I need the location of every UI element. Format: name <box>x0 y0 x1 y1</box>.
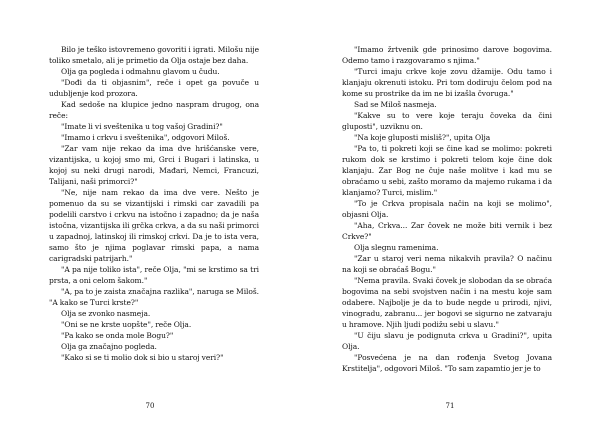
paragraph: "Nema pravila. Svaki čovek je slobodan da se obraća bogovima na sebi svojstven način i na mestu koje sam odabere. Najbolje je da to bude negde u prirodi, njivi, vinogradu, zabranu... jer bogovi se sigurno ne zatvaraju u hramove. Njih ljudi podižu sebi u slavu." <box>342 276 552 329</box>
paragraph: "Oni se ne krste uopšte", reče Olja. <box>61 320 192 329</box>
paragraph: "A pa nije toliko ista", reče Olja, "mi se krstimo sa tri prsta, a oni celom šakom." <box>49 265 259 285</box>
left-page-text <box>49 44 259 363</box>
paragraph: "Imate li vi sveštenika u tog vašoj Gradini?" <box>61 122 223 131</box>
paragraph: "Zar u staroj veri nema nikakvih pravila? O načinu na koji se obraćaš Bogu." <box>342 254 552 274</box>
paragraph: "Pa kako se onda mole Bogu?" <box>61 331 174 340</box>
paragraph: Sad se Miloš nasmeja. <box>354 100 437 109</box>
paragraph: "Pa to, ti pokreti koji se čine kad se molimo: pokreti rukom dok se krstimo i pokreti telom koje čine dok klanjaju. Zar Bog ne čuje naše molitve i kad mu se obraćamo u sebi, zašto moramo da majemo rukama i da klanjamo? Turci, mislim." <box>342 144 552 197</box>
paragraph: "Imamo žrtvenik gde prinosimo darove bogovima. Odemo tamo i razgovaramo s njima." <box>342 45 552 65</box>
paragraph: "Posvećena je na dan rođenja Svetog Jovana Krstitelja", odgovori Miloš. "To sam zapamtio jer je to <box>342 353 552 373</box>
paragraph: "To je Crkva propisala način na koji se molimo", objasni Olja. <box>342 199 552 219</box>
paragraph: "Turci imaju crkve koje zovu džamije. Odu tamo i klanjaju okrenuti istoku. Pri tom dodiruju čelom pod na kome su prostrike da im ne bi izašla čvoruga." <box>342 67 552 98</box>
right-page-text <box>342 44 552 374</box>
paragraph: Olja se zvonko nasmeja. <box>61 309 151 318</box>
paragraph: Kad sedoše na klupice jedno naspram drugog, ona reče: <box>49 100 259 120</box>
paragraph: "Zar vam nije rekao da ima dve hrišćanske vere, vizantijska, u kojoj smo mi, Grci i Bugari i latinska, u kojoj su neki drugi narodi, Mađari, Nemci, Francuzi, Talijani, naši primorci?" <box>49 144 259 186</box>
paragraph: Bilo je teško istovremeno govoriti i igrati. Milošu nije toliko smetalo, ali je primetio da Olja ostaje bez daha. <box>49 45 259 65</box>
paragraph: "Aha, Crkva... Zar čovek ne može biti vernik i bez Crkve?" <box>342 221 552 241</box>
paragraph: "Ne, nije nam rekao da ima dve vere. Nešto je pomenuo da su se vizantijski i rimski car zavadili pa podelili carstvo i crkvu na istočno i zapadno; da je naša istočna, vizantijska ili grčka crkva, a da su naši primorci u zapadnoj, latinskoj ili rimskoj crkvi. Da je to ista vera, samo što je njima poglavar rimski papa, a nama carigradski patrijarh." <box>49 188 259 263</box>
paragraph: Olja slegnu ramenima. <box>354 243 439 252</box>
paragraph: "A, pa to je zaista značajna razlika", naruga se Miloš. "A kako se Turci krste?" <box>49 287 259 307</box>
right-page <box>300 0 600 424</box>
paragraph: "Kako si se ti molio dok si bio u staroj veri?" <box>61 353 224 362</box>
paragraph: "Kakve su to vere koje teraju čoveka da čini gluposti", uzviknu on. <box>342 111 552 131</box>
paragraph: "Na koje gluposti misliš?", upita Olja <box>354 133 491 142</box>
page-number-right: 71 <box>445 402 455 410</box>
paragraph: Olja ga pogleda i odmahnu glavom u čudu. <box>61 67 220 76</box>
paragraph: "Dođi da ti objasnim", reče i opet ga povuče u udubljenje kod prozora. <box>49 78 259 98</box>
paragraph: "U čiju slavu je podignuta crkva u Gradini?", upita Olja. <box>342 331 552 351</box>
paragraph: Olja ga značajno pogleda. <box>61 342 157 351</box>
paragraph: "Imamo i crkvu i sveštenika", odgovori Miloš. <box>61 133 230 142</box>
page-number-left: 70 <box>145 402 155 410</box>
